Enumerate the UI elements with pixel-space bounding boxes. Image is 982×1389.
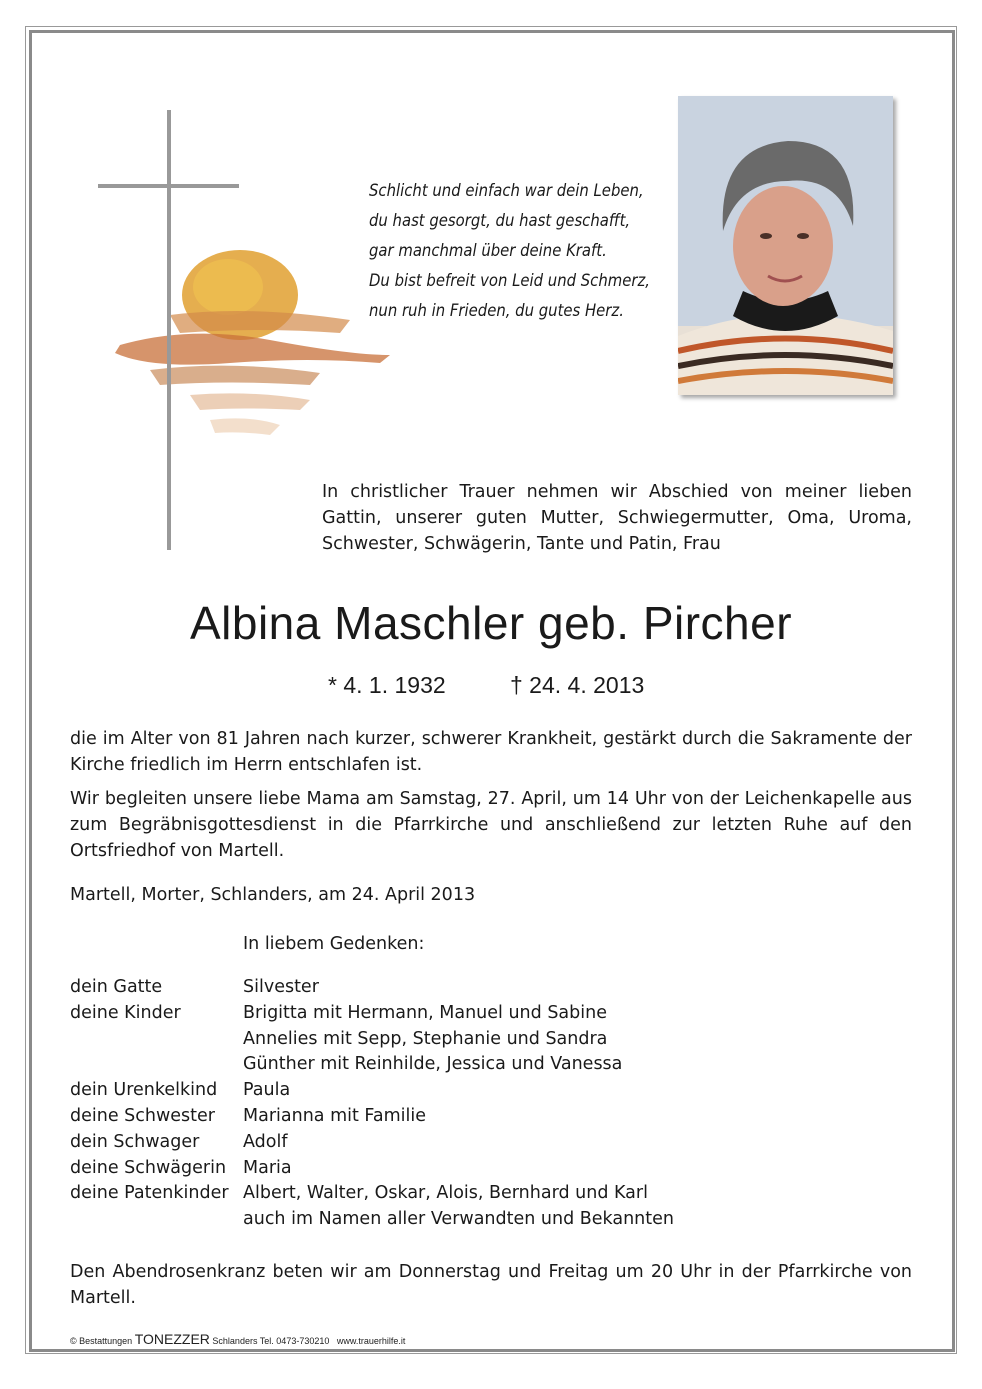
relative-role	[70, 1027, 243, 1053]
relative-role: deine Kinder	[70, 1002, 181, 1023]
relative-role	[70, 1052, 243, 1078]
cross-vertical	[167, 110, 171, 550]
relative-row	[70, 1207, 674, 1233]
poem-line: nun ruh in Frieden, du gutes Herz.	[369, 301, 624, 320]
death-date: † 24. 4. 2013	[510, 672, 645, 698]
relative-names: Albert, Walter, Oskar, Alois, Bernhard und Karl	[243, 1183, 648, 1204]
relative-row	[70, 1052, 674, 1078]
relatives-list	[70, 975, 674, 1233]
relative-row	[70, 1001, 674, 1027]
relative-names: Paula	[243, 1080, 291, 1101]
intro-text: In christlicher Trauer nehmen wir Abschied von meiner lieben Gattin, unserer guten Mutter, Schwiegermutter, Oma, Uroma, Schwester, Schwägerin, Tante und Patin, Frau	[322, 482, 912, 554]
relative-names: Adolf	[243, 1131, 288, 1152]
footer	[70, 1331, 405, 1347]
relative-names: auch im Namen aller Verwandten und Bekannten	[243, 1209, 674, 1230]
relative-names: Brigitta mit Hermann, Manuel und Sabine	[243, 1002, 607, 1023]
relative-row	[70, 975, 674, 1001]
rosary-notice: Den Abendrosenkranz beten wir am Donnerstag und Freitag um 20 Uhr in der Pfarrkirche von Martell.	[70, 1262, 912, 1308]
poem-line: du hast gesorgt, du hast geschafft,	[369, 211, 631, 230]
funeral-details: Wir begleiten unsere liebe Mama am Samstag, 27. April, um 14 Uhr von der Leichenkapelle aus zum Begräbnisgottesdienst in die Pfarrkirche und anschließend zur letzten Ruhe auf den Ortsfriedhof von Martell.	[70, 789, 912, 861]
footer-prefix: © Bestattungen	[70, 1336, 133, 1346]
relative-role: dein Schwager	[70, 1131, 200, 1152]
relative-role: deine Schwägerin	[70, 1157, 227, 1178]
relative-names: Günther mit Reinhilde, Jessica und Vanessa	[243, 1054, 623, 1075]
watercolor-sunset-image	[110, 245, 395, 445]
cross-horizontal	[98, 184, 239, 188]
relative-role: dein Gatte	[70, 977, 163, 997]
poem	[369, 176, 650, 326]
body-paragraph: die im Alter von 81 Jahren nach kurzer, schwerer Krankheit, gestärkt durch die Sakramente der Kirche friedlich im Herrn entschlafen ist.	[70, 729, 912, 775]
relative-names: Marianna mit Familie	[243, 1105, 426, 1126]
relative-names: Annelies mit Sepp, Stephanie und Sandra	[243, 1028, 608, 1049]
relative-row	[70, 1027, 674, 1053]
relative-role	[70, 1207, 243, 1233]
relative-row	[70, 1078, 674, 1104]
footer-brand: TONEZZER	[134, 1331, 210, 1347]
memorial-heading: In liebem Gedenken:	[243, 934, 425, 954]
relative-row	[70, 1156, 674, 1182]
relative-row	[70, 1104, 674, 1130]
footer-phone: Tel. 0473-730210	[259, 1336, 330, 1346]
footer-city: Schlanders	[212, 1336, 258, 1346]
footer-website[interactable]: www.trauerhilfe.it	[336, 1336, 406, 1346]
relative-row	[70, 1130, 674, 1156]
relative-role: deine Schwester	[70, 1105, 215, 1126]
poem-line: gar manchmal über deine Kraft.	[369, 241, 607, 260]
relative-role: deine Patenkinder	[70, 1183, 229, 1204]
birth-date: * 4. 1. 1932	[328, 672, 446, 698]
relative-row	[70, 1181, 674, 1207]
relative-role: dein Urenkelkind	[70, 1080, 218, 1101]
deceased-name: Albina Maschler geb. Pircher	[189, 597, 793, 649]
relative-names: Silvester	[243, 977, 319, 997]
portrait-photo	[678, 96, 893, 395]
poem-line: Du bist befreit von Leid und Schmerz,	[369, 271, 650, 290]
poem-line: Schlicht und einfach war dein Leben,	[369, 181, 644, 200]
place-date: Martell, Morter, Schlanders, am 24. April 2013	[70, 885, 476, 905]
relative-names: Maria	[243, 1157, 292, 1178]
